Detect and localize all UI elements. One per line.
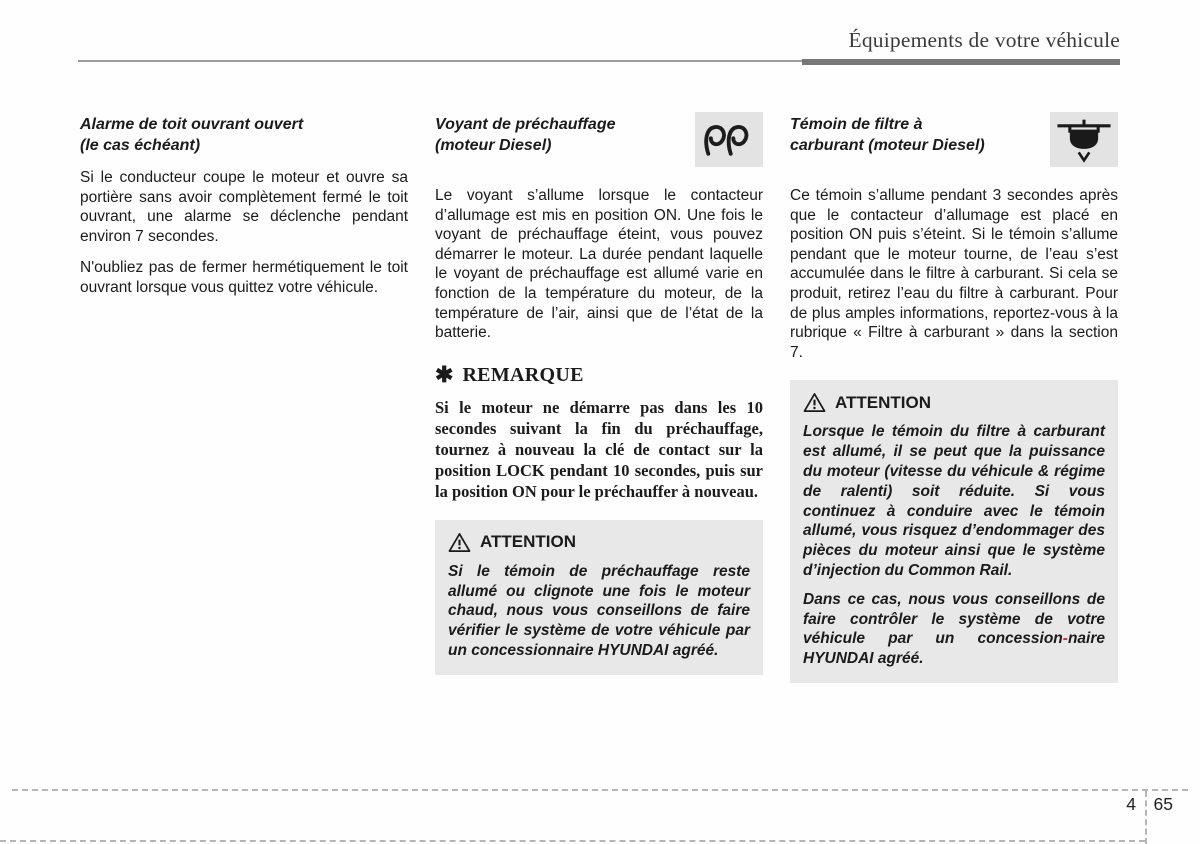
body-paragraph: N'oubliez pas de fermer hermétiquement le toit ouvrant lorsque vous quittez votre véhicule. bbox=[80, 259, 408, 296]
content-columns bbox=[80, 112, 1118, 683]
warning-triangle-icon bbox=[803, 392, 826, 413]
caution-label: ATTENTION bbox=[835, 392, 932, 412]
body-paragraph: Si le conducteur coupe le moteur et ouvre sa portière sans avoir complètement fermé le toit ouvrant, une alarme se déclenche pendant environ 7 secondes. bbox=[80, 169, 408, 245]
section-title-line2: (moteur Diesel) bbox=[435, 137, 552, 154]
header-rule bbox=[78, 60, 1120, 67]
caution-heading bbox=[448, 532, 750, 553]
caution-text: Si le témoin de préchauffage reste allumé ou clignote une fois le moteur chaud, nous vous conseillons de faire vérifier le système de votre véhicule par un concessionnaire HYUNDAI agréé. bbox=[448, 562, 750, 659]
section-title-line2: carburant (moteur Diesel) bbox=[790, 137, 985, 154]
caution-heading bbox=[803, 392, 1105, 413]
caution-box-fuel-filter bbox=[790, 380, 1118, 683]
fuel-filter-water-icon bbox=[1050, 112, 1118, 167]
section-heading bbox=[435, 112, 763, 168]
asterisk-icon: ✱ bbox=[435, 361, 454, 387]
header-rule-thick bbox=[802, 59, 1120, 65]
section-title bbox=[790, 112, 985, 168]
notice-heading bbox=[435, 361, 763, 387]
body-paragraph: Le voyant s’allume lorsque le contacteur d’allumage est mis en position ON. Une fois le voyant de préchauffage éteint, vous pouvez démarrer le moteur. La durée pendant laquelle le voyant de préchauffage est allumé varie en fonction de la température du moteur, de la température de l’air, ainsi que de l’état de la batterie. bbox=[435, 187, 763, 342]
caution-text bbox=[803, 590, 1105, 669]
section-title-line1: Témoin de filtre à bbox=[790, 116, 923, 133]
section-sunroof-alarm bbox=[80, 112, 408, 683]
caution-box-glow bbox=[435, 520, 763, 675]
page-title: Équipements de votre véhicule bbox=[848, 28, 1120, 52]
caution-label: ATTENTION bbox=[480, 532, 577, 552]
caution-text-part1: Dans ce cas, nous vous conseillons de faire contrôler le système de votre véhicule par un concession bbox=[803, 590, 1105, 648]
section-title bbox=[435, 112, 616, 168]
section-title-line1: Voyant de préchauffage bbox=[435, 116, 616, 133]
glow-plug-coil-icon bbox=[695, 112, 763, 167]
section-title-line2: (le cas échéant) bbox=[80, 137, 201, 154]
notice-label: REMARQUE bbox=[462, 363, 584, 386]
notice-remarque bbox=[435, 361, 763, 502]
footer-dashed-rule-bottom bbox=[0, 840, 1145, 842]
section-heading bbox=[80, 112, 408, 156]
chapter-number: 4 bbox=[1126, 794, 1136, 814]
page-header bbox=[78, 28, 1120, 67]
section-heading bbox=[790, 112, 1118, 168]
caution-text: Lorsque le témoin du filtre à carburant est allumé, il se peut que la puissance du moteur (vitesse du véhicule & régime de ralenti) soit réduite. Si vous continuez à conduire avec le témoin allumé, vous risquez d’endommager des pièces du moteur ainsi que le système d’injection du Common Rail. bbox=[803, 423, 1105, 579]
red-hyphen: - bbox=[1062, 630, 1068, 648]
section-title bbox=[80, 112, 303, 156]
caution-text-part2: naire HYUNDAI agréé. bbox=[803, 630, 1105, 668]
page-number: 65 bbox=[1153, 794, 1173, 814]
footer-vertical-dashed-rule bbox=[1145, 791, 1147, 844]
section-glow-indicator bbox=[435, 112, 763, 683]
warning-triangle-icon bbox=[448, 532, 471, 553]
body-paragraph: Ce témoin s’allume pendant 3 secondes après que le contacteur d’allumage est placé en position ON puis s’éteint. Si le témoin s’allume pendant que le moteur tourne, de l’eau s’est accumulée dans le filtre à carburant. Si cela se produit, retirez l’eau du filtre à carburant. Pour de plus amples informations, reportez-vous à la rubrique « Filtre à carburant » dans la section 7. bbox=[790, 187, 1118, 361]
section-title-line1: Alarme de toit ouvrant ouvert bbox=[80, 116, 304, 133]
footer-dashed-rule-top bbox=[12, 789, 1188, 791]
section-fuel-filter-indicator bbox=[790, 112, 1118, 683]
notice-text: Si le moteur ne démarre pas dans les 10 secondes suivant la fin du préchauffage, tournez à nouveau la clé de contact sur la position LOCK pendant 10 secondes, puis sur la position ON pour le préchauffer à nouveau. bbox=[435, 397, 763, 501]
